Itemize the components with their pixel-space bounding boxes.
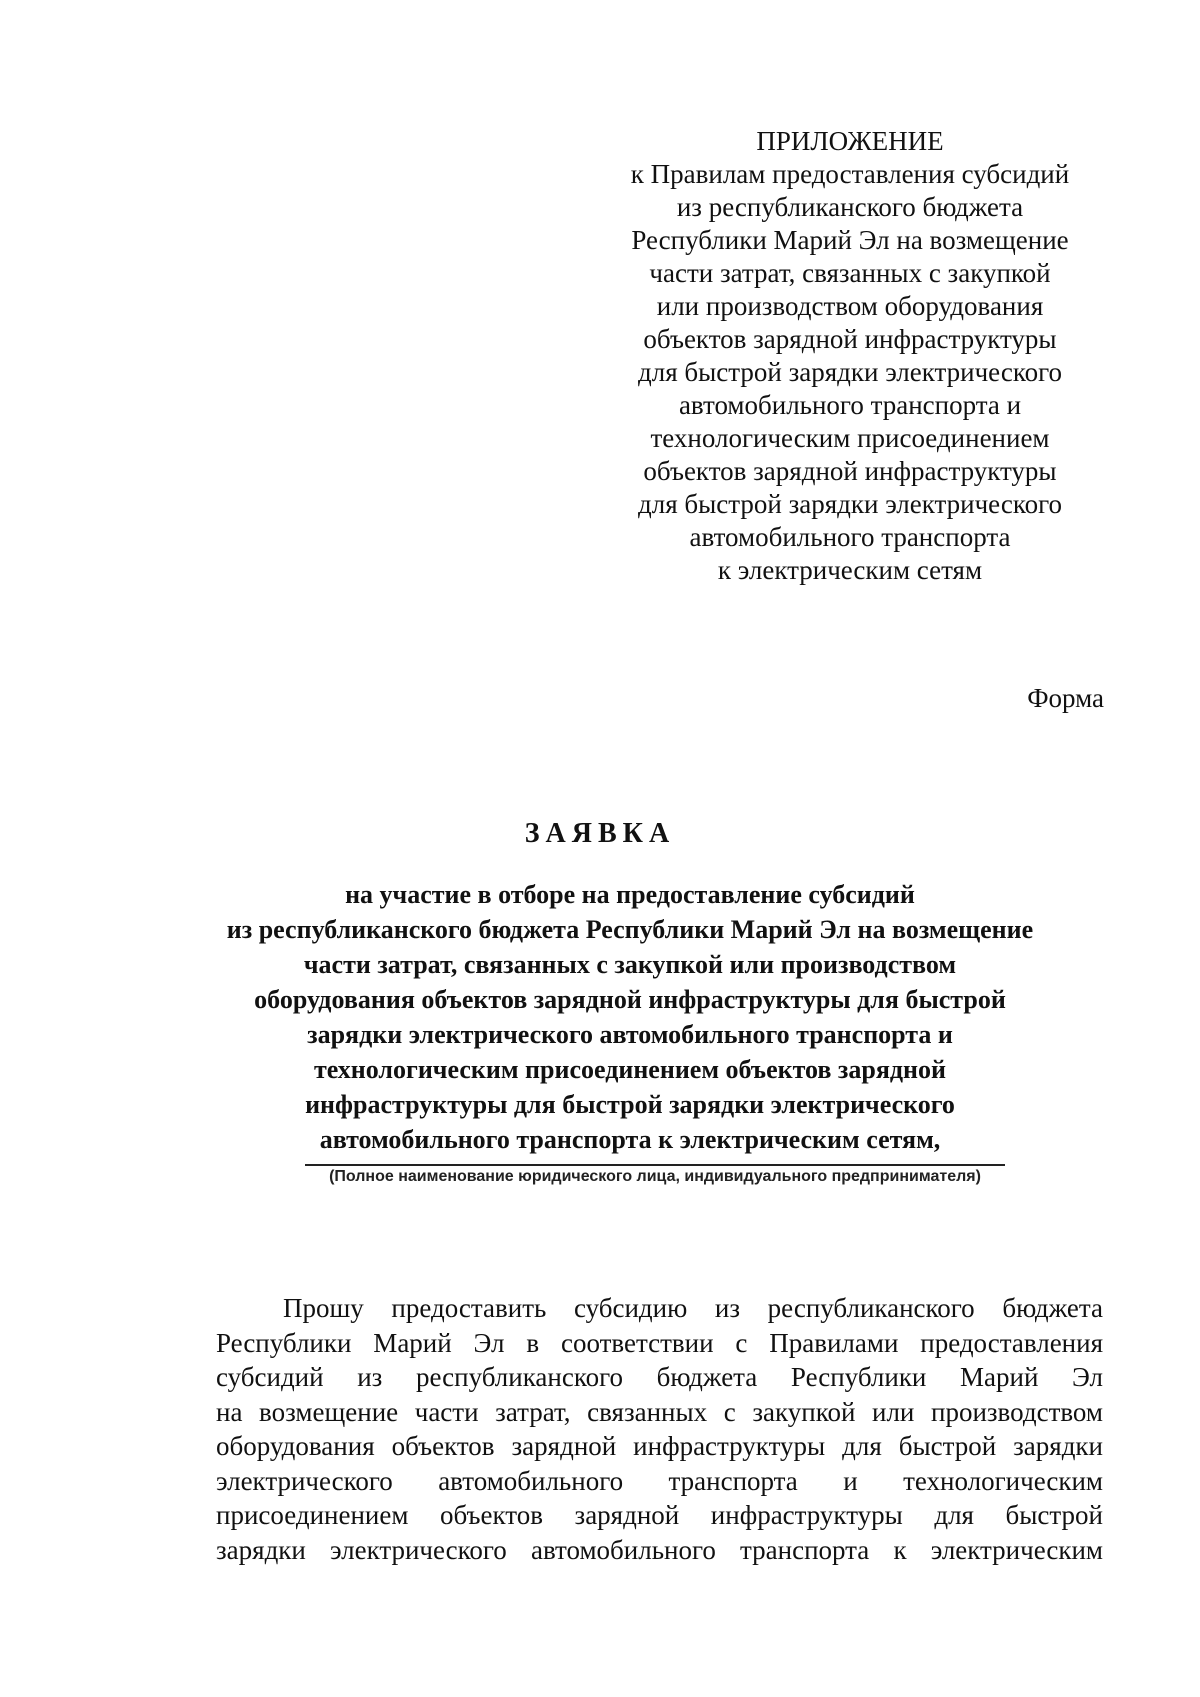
subtitle-line: оборудования объектов зарядной инфраструктуры для быстрой: [254, 985, 1006, 1014]
body-line: присоединением объектов зарядной инфраструктуры для быстрой: [216, 1500, 1103, 1530]
applicant-name-field-line: [305, 1164, 1005, 1166]
appendix-line: объектов зарядной инфраструктуры: [643, 456, 1057, 486]
appendix-line: объектов зарядной инфраструктуры: [643, 324, 1057, 354]
body-line: Прошу предоставить субсидию из республиканского бюджета: [283, 1293, 1103, 1323]
subtitle-line: автомобильного транспорта к электрическим сетям,: [319, 1125, 941, 1154]
appendix-heading: ПРИЛОЖЕНИЕ: [756, 126, 944, 156]
subtitle-line: зарядки электрического автомобильного транспорта и: [307, 1020, 953, 1049]
appendix-line: к Правилам предоставления субсидий: [630, 159, 1070, 189]
appendix-block: [600, 125, 1100, 587]
appendix-line: для быстрой зарядки электрического: [638, 357, 1062, 387]
appendix-line: для быстрой зарядки электрического: [638, 489, 1062, 519]
appendix-line: части затрат, связанных с закупкой: [649, 258, 1051, 288]
document-title: ЗАЯВКА: [524, 818, 676, 849]
body-line: Республики Марий Эл в соответствии с Правилами предоставления: [216, 1327, 1103, 1358]
request-body-paragraph: [216, 1291, 1103, 1567]
appendix-line: автомобильного транспорта и: [678, 390, 1022, 420]
body-line: электрического автомобильного транспорта и технологическим: [216, 1465, 1103, 1496]
appendix-line: технологическим присоединением: [650, 423, 1050, 453]
appendix-line: Республики Марий Эл на возмещение: [631, 225, 1069, 255]
subtitle-line: инфраструктуры для быстрой зарядки электрического: [305, 1090, 955, 1119]
subtitle-line: на участие в отборе на предоставление субсидий: [345, 880, 915, 909]
appendix-line: или производством оборудования: [656, 291, 1044, 321]
applicant-name-caption: (Полное наименование юридического лица, индивидуального предпринимателя): [329, 1168, 981, 1185]
body-line: оборудования объектов зарядной инфраструктуры для быстрой зарядки: [216, 1431, 1103, 1461]
subtitle-line: технологическим присоединением объектов зарядной: [314, 1055, 946, 1084]
form-label: Форма: [1027, 683, 1104, 713]
subtitle-line: части затрат, связанных с закупкой или производством: [303, 950, 957, 979]
subtitle-line: из республиканского бюджета Республики Марий Эл на возмещение: [226, 915, 1034, 944]
body-line: зарядки электрического автомобильного транспорта к электрическим: [216, 1534, 1103, 1565]
appendix-line: из республиканского бюджета: [676, 192, 1024, 222]
body-line: субсидий из республиканского бюджета Республики Марий Эл: [216, 1362, 1103, 1392]
body-line: на возмещение части затрат, связанных с закупкой или производством: [216, 1396, 1103, 1427]
document-subtitle: [150, 877, 1110, 1157]
appendix-line: к электрическим сетям: [717, 555, 983, 585]
appendix-line: автомобильного транспорта: [689, 522, 1011, 552]
